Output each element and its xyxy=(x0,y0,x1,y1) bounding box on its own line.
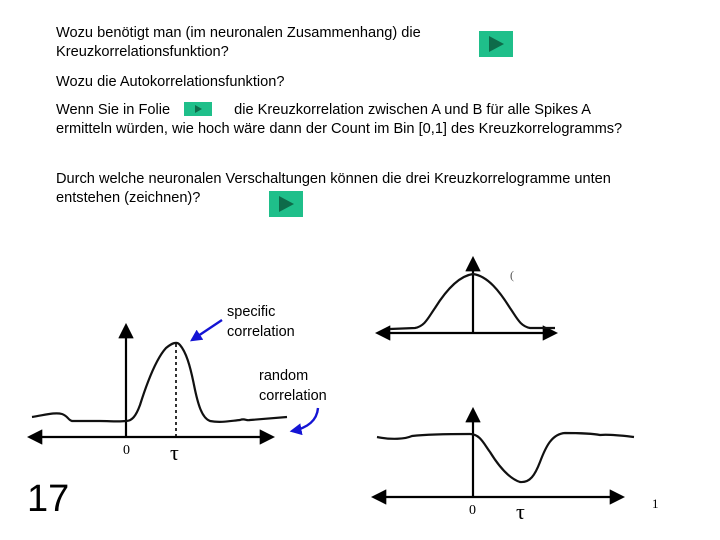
x-zero-label: 0 xyxy=(123,443,130,458)
curve xyxy=(32,343,287,422)
footer-page-number: 1 xyxy=(652,496,659,511)
question-4-text: Durch welche neuronalen Verschaltungen können die drei Kreuzkorrelogramme unten entstehen (zeichnen)? xyxy=(56,171,611,206)
x-tau-label: τ xyxy=(170,440,179,465)
annotation-line: correlation xyxy=(259,388,327,404)
random-arrow xyxy=(292,408,318,431)
question-2-text: Wozu die Autokorrelationsfunktion? xyxy=(56,74,285,90)
correlogram-central-peak xyxy=(378,259,555,333)
question-1-text: Wozu benötigt man (im neuronalen Zusammenhang) die Kreuzkorrelationsfunktion? xyxy=(56,25,421,60)
annotation-line: correlation xyxy=(227,324,295,340)
question-3-text-before: Wenn Sie in Folie xyxy=(56,102,171,118)
annotation-random-correlation xyxy=(259,366,327,406)
curve xyxy=(377,433,634,482)
question-3-text-after: die Kreuzkorrelation zwischen A und B für alle Spikes A ermitteln würden, wie hoch wäre dann der Count im Bin [0,1] des Kreuzkorrelogramms? xyxy=(56,102,623,137)
slide-number: 17 xyxy=(27,478,70,520)
specific-arrow xyxy=(192,320,222,340)
annotation-line: specific xyxy=(227,304,276,320)
x-zero-label: 0 xyxy=(469,503,476,518)
correlogram-trough xyxy=(374,410,634,497)
annotation-line: random xyxy=(259,368,309,384)
stray-mark: ( xyxy=(510,268,514,282)
annotation-specific-correlation xyxy=(227,302,295,342)
x-tau-label: τ xyxy=(516,499,525,524)
